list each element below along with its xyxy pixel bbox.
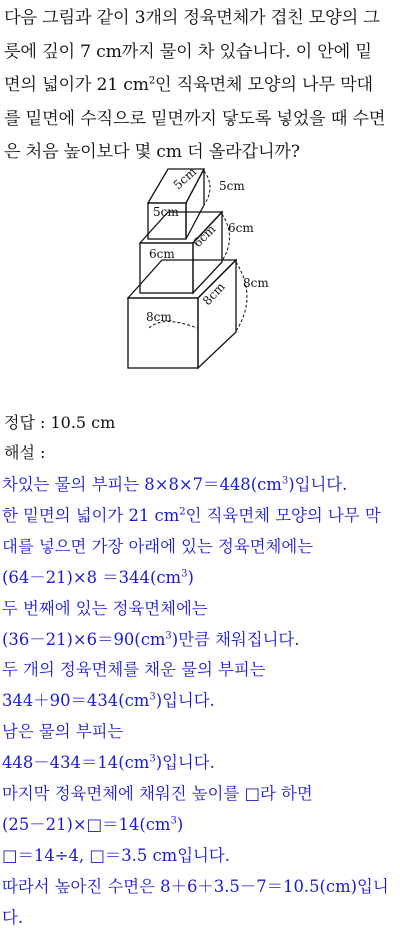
problem-line: 를 밑면에 수직으로 밑면까지 닿도록 넣었을 때 수면 [4, 108, 386, 129]
bottom-height-arc [236, 262, 247, 331]
solution-text-part: )입니다. [155, 691, 215, 711]
explanation-heading-block [4, 438, 45, 468]
solution-line: □＝14÷4, □＝3.5 cm입니다. [2, 845, 230, 865]
superscript: 2 [148, 75, 155, 87]
solution-text-part: 인 직육면체 모양의 나무 막 [185, 505, 381, 525]
solution-text [2, 470, 398, 934]
bottom-cube-side [198, 260, 236, 368]
top-height-arc [204, 171, 210, 205]
solution-text-part: (36－21)×6＝90(cm [2, 629, 166, 649]
solution-text-part: 차있는 물의 부피는 8×8×7＝448(cm [2, 475, 282, 494]
answer-label: 정답 : 10.5 cm [4, 413, 116, 432]
stacked-cubes-figure [118, 160, 288, 375]
solution-line: 따라서 높아진 수면은 8＋6＋3.5－7＝10.5(cm)입니 [2, 876, 389, 896]
answer-block [4, 408, 115, 438]
explanation-label: 해설 : [4, 443, 46, 462]
solution-line: 남은 물의 부피는 [2, 722, 124, 742]
top-front-label: 5cm [153, 205, 179, 219]
solution-text-part: (64－21)×8 ＝344(cm [2, 567, 182, 587]
middle-slant-label: 6cm [190, 222, 219, 251]
solution-line: 마지막 정육면체에 채워진 높이를 □라 하면 [2, 784, 313, 804]
top-side-label: 5cm [219, 179, 245, 193]
problem-line [4, 69, 398, 103]
problem-text-part: 인 직육면체 모양의 나무 막대 [154, 75, 373, 95]
top-slant-label: 5cm [170, 164, 200, 193]
solution-text-part: )입니다. [155, 753, 215, 773]
solution-line: 두 번째에 있는 정육면체에는 [2, 598, 208, 618]
solution-line [2, 470, 398, 501]
solution-text-part: )만큼 채워집니다. [171, 629, 300, 649]
superscript: 3 [281, 475, 289, 487]
solution-line [2, 625, 398, 656]
stacked-cubes-svg [118, 160, 288, 375]
solution-line: 다. [2, 907, 24, 927]
solution-text-part: ) [176, 814, 184, 834]
bottom-slant-label: 8cm [199, 279, 228, 309]
middle-front-label: 6cm [149, 247, 175, 261]
solution-line [2, 501, 398, 532]
bottom-front-label: 8cm [146, 310, 172, 324]
solution-line [2, 748, 398, 779]
superscript: 3 [149, 753, 156, 765]
problem-text-part: 면의 넓이가 21 cm [4, 75, 149, 95]
superscript: 3 [165, 630, 172, 642]
solution-text-part: ) [187, 567, 194, 587]
solution-text-part: )입니다. [288, 475, 348, 494]
bottom-cube-front [128, 298, 198, 368]
superscript: 3 [149, 691, 156, 703]
solution-line [2, 563, 398, 594]
solution-line [2, 686, 398, 717]
middle-side-label: 6cm [228, 221, 254, 235]
superscript: 2 [179, 506, 186, 518]
bottom-side-label: 8cm [243, 276, 269, 290]
solution-text-part: 한 밑면의 넓이가 21 cm [2, 505, 180, 525]
solution-text-part: 344＋90＝434(cm [2, 691, 150, 711]
superscript: 3 [170, 815, 177, 827]
superscript: 3 [181, 568, 188, 580]
solution-line: 대를 넣으면 가장 아래에 있는 정육면체에는 [2, 536, 314, 556]
solution-line: 두 개의 정육면체를 채운 물의 부피는 [2, 660, 266, 680]
problem-line: 은 처음 높이보다 몇 cm 더 올라갑니까? [4, 142, 300, 162]
solution-line [2, 810, 398, 841]
solution-text-part: (25－21)×□＝14(cm [2, 814, 171, 834]
problem-text [4, 2, 398, 170]
problem-line: 다음 그림과 같이 3개의 정육면체가 겹친 모양의 그 [4, 8, 380, 28]
problem-line: 릇에 깊이 7 cm까지 물이 차 있습니다. 이 안에 밑 [4, 41, 372, 62]
solution-text-part: 448－434＝14(cm [2, 753, 150, 773]
